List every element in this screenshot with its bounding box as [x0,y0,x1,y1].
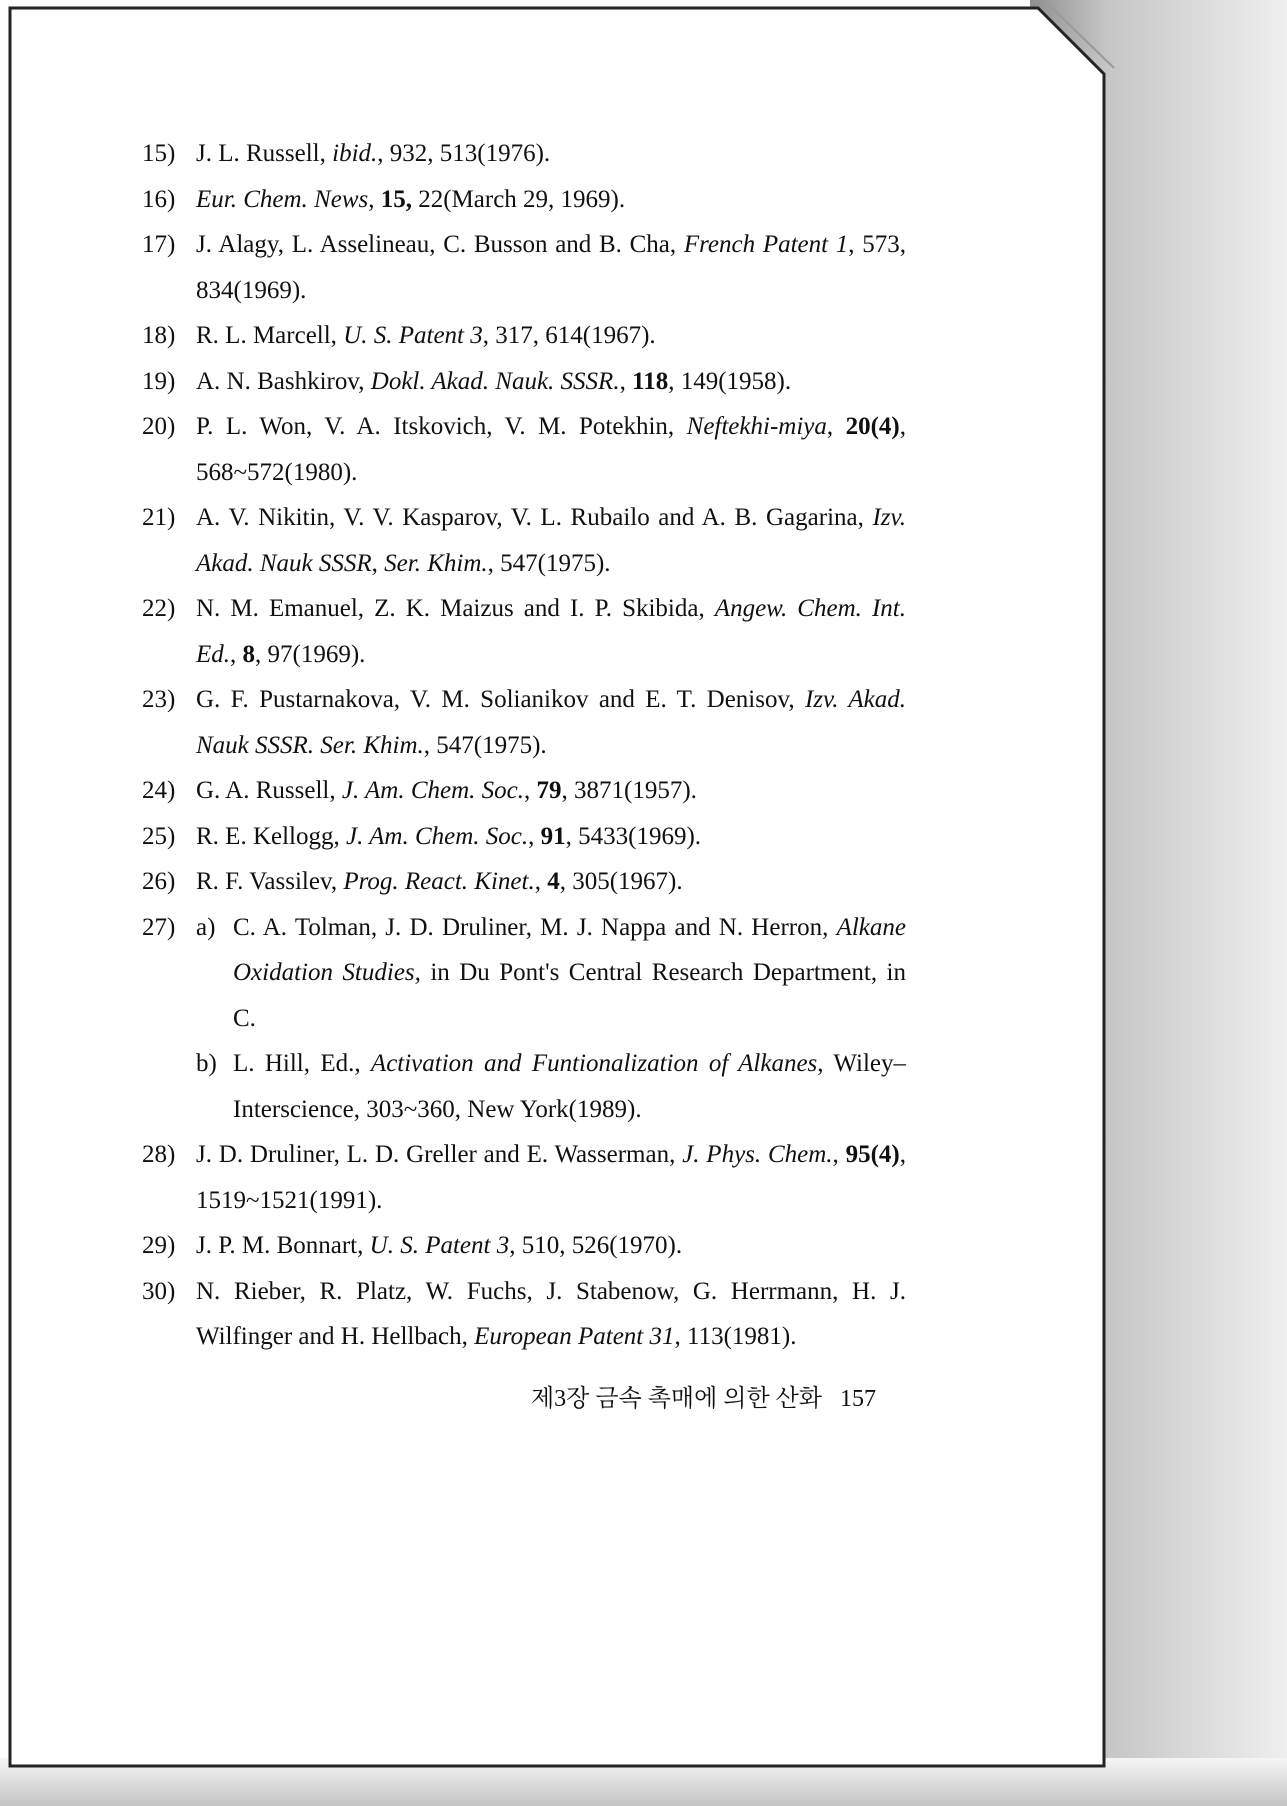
text-segment: A. V. Nikitin, V. V. Kasparov, V. L. Rubailo and A. B. Gagarina, [196,504,873,531]
reference-body [196,905,906,1133]
text-segment: , [371,549,385,577]
reference-text [196,1223,906,1269]
reference-item [142,177,906,223]
text-segment: , [826,413,846,440]
text-segment: Izv. Akad. Nauk SSSR. Ser. Khim. [196,686,906,759]
text-segment: , [230,640,243,668]
reference-text [196,1269,906,1360]
reference-text [196,313,906,359]
reference-text [196,222,906,313]
text-segment: , 510, 526(1970). [509,1232,683,1259]
text-segment: , 149(1958). [668,367,792,395]
text-segment: , 113(1981). [674,1323,797,1350]
text-segment: J. P. M. Bonnart, [196,1232,370,1259]
text-segment: French Patent 1 [683,231,849,258]
text-segment: , 547(1975). [423,731,547,759]
reference-number: 28) [142,1141,176,1168]
text-segment: 95(4) [845,1141,900,1168]
reference-number: 22) [142,595,176,622]
reference-number: 19) [142,367,176,395]
text-segment: J. Am. Chem. Soc. [341,777,525,804]
text-segment: Activation and Funtionalization of Alkanes [370,1050,818,1077]
text-segment: R. L. Marcell, [196,322,344,349]
reference-number: 30) [142,1277,176,1305]
reference-subitem [196,1041,906,1132]
text-segment: 22(March 29, 1969). [411,185,626,213]
reference-item [142,677,906,768]
text-segment: , 305(1967). [559,868,683,895]
text-segment: , 1519~1521(1991). [196,1141,906,1214]
text-segment: N. M. Emanuel, Z. K. Maizus and I. P. Skibida, [196,595,715,622]
text-segment: U. S. Patent 3 [343,322,483,349]
text-segment: , 932, 513(1976). [377,140,551,167]
reference-subitem-label: b) [196,1050,217,1077]
text-segment: L. Hill, Ed., [233,1050,371,1077]
reference-number: 21) [142,504,176,531]
reference-subitem-body [233,1041,906,1132]
reference-number: 24) [142,777,176,804]
text-segment: , [528,822,541,850]
text-segment: Prog. React. Kinet. [343,868,535,895]
reference-body [196,313,906,359]
text-segment: , 317, 614(1967). [482,322,656,349]
reference-subitem-body [233,905,906,1042]
text-segment: , [534,868,548,895]
text-segment: , [832,1141,846,1168]
text-segment: G. F. Pustarnakova, V. M. Solianikov and E. T. Denisov, [196,686,805,713]
text-segment: Angew. Chem. Int. Ed. [196,595,906,668]
page-footer [142,1377,906,1423]
reference-text [196,1132,906,1223]
text-segment: G. A. Russell, [196,777,342,804]
reference-body [196,359,906,405]
reference-text [196,495,906,586]
text-segment: , [368,185,381,213]
reference-text [196,814,906,860]
reference-item [142,814,906,860]
reference-body [196,768,906,814]
reference-text [196,404,906,495]
reference-item [142,1132,906,1223]
text-segment: U. S. Patent 3 [369,1232,510,1259]
reference-text [233,905,906,1042]
reference-text [196,859,906,905]
reference-item [142,131,906,177]
text-segment: 79 [536,777,562,804]
text-segment: N. Rieber, R. Platz, W. Fuchs, J. Stabenow, G. Herrmann, H. J. Wilfinger and H. Hellbach, [196,1277,906,1350]
reference-body [196,1132,906,1223]
reference-text [196,359,906,405]
reference-number: 16) [142,185,176,213]
reference-item [142,495,906,586]
text-segment: Dokl. Akad. Nauk. SSSR. [370,367,620,395]
text-segment: , 97(1969). [255,640,366,668]
text-segment: J. Am. Chem. Soc. [346,822,529,850]
reference-body [196,677,906,768]
text-segment: 15, [380,185,412,213]
text-segment: Ser. Khim. [384,549,488,577]
reference-number: 23) [142,686,176,713]
text-segment: J. L. Russell, [196,140,333,167]
reference-text [196,768,906,814]
text-segment: Eur. Chem. News [196,185,369,213]
reference-number: 18) [142,322,176,349]
reference-item [142,1269,906,1360]
reference-body [196,131,906,177]
footer-chapter-title: 제3장 금속 촉매에 의한 산화 [530,1385,822,1412]
reference-number: 17) [142,231,176,258]
reference-text [196,586,906,677]
reference-text [196,177,906,223]
reference-item [142,768,906,814]
text-segment: , [524,777,537,804]
reference-number: 26) [142,868,176,895]
reference-body [196,222,906,313]
text-segment: P. L. Won, V. A. Itskovich, V. M. Potekhin, [196,413,687,440]
reference-subitem [196,905,906,1042]
text-segment: , 568~572(1980). [196,413,907,486]
reference-text [196,131,906,177]
reference-body [196,495,906,586]
text-segment: Alkane Oxidation Studies, [233,913,906,986]
text-segment: Izv. Akad. Nauk SSSR [196,504,906,577]
reference-body [196,586,906,677]
footer-page-number: 157 [840,1385,876,1412]
reference-number: 25) [142,822,176,850]
text-segment: C. A. Tolman, J. D. Druliner, M. J. Nappa and N. Herron, [233,913,837,941]
text-segment: 118 [632,367,669,395]
reference-number: 15) [142,140,176,167]
reference-number: 29) [142,1232,176,1259]
text-segment: J. Phys. Chem. [682,1141,833,1168]
reference-body [196,1269,906,1360]
reference-item [142,586,906,677]
text-segment: , 573, 834(1969). [196,231,907,304]
text-segment: 8 [242,640,256,668]
text-segment: A. N. Bashkirov, [196,367,371,395]
text-segment: J. Alagy, L. Asselineau, C. Busson and B. Cha, [196,231,684,258]
reference-item [142,1223,906,1269]
reference-item [142,404,906,495]
text-segment: 91 [540,822,566,850]
reference-item [142,905,906,1133]
text-segment: European Patent 31 [474,1323,675,1350]
reference-item [142,359,906,405]
text-segment: 20(4) [845,413,900,440]
text-segment: , 5433(1969). [565,822,702,850]
reference-item [142,859,906,905]
text-segment: , 3871(1957). [561,777,697,804]
text-segment: in Du Pont's Central Research Department, in C. [233,959,906,1032]
reference-item [142,313,906,359]
text-segment: R. E. Kellogg, [196,822,346,850]
text-segment: 4 [547,868,560,895]
text-segment: , Wiley–Interscience, 303~360, New York(1989). [233,1050,906,1123]
reference-item [142,222,906,313]
reference-text [233,1041,906,1132]
text-segment: Neftekhi-miya [686,413,827,440]
reference-list [142,131,906,1360]
reference-number: 20) [142,413,176,440]
reference-number: 27) [142,913,176,941]
reference-body [196,814,906,860]
reference-text [196,677,906,768]
reference-subitem-label: a) [196,913,216,941]
reference-body [196,859,906,905]
reference-body [196,404,906,495]
text-segment: R. F. Vassilev, [196,868,344,895]
text-segment: J. D. Druliner, L. D. Greller and E. Wasserman, [196,1141,683,1168]
page-content [142,131,906,1422]
text-segment: , [619,367,633,395]
text-segment: , 547(1975). [487,549,611,577]
reference-body [196,1223,906,1269]
text-segment: ibid. [332,140,378,167]
reference-body [196,177,906,223]
